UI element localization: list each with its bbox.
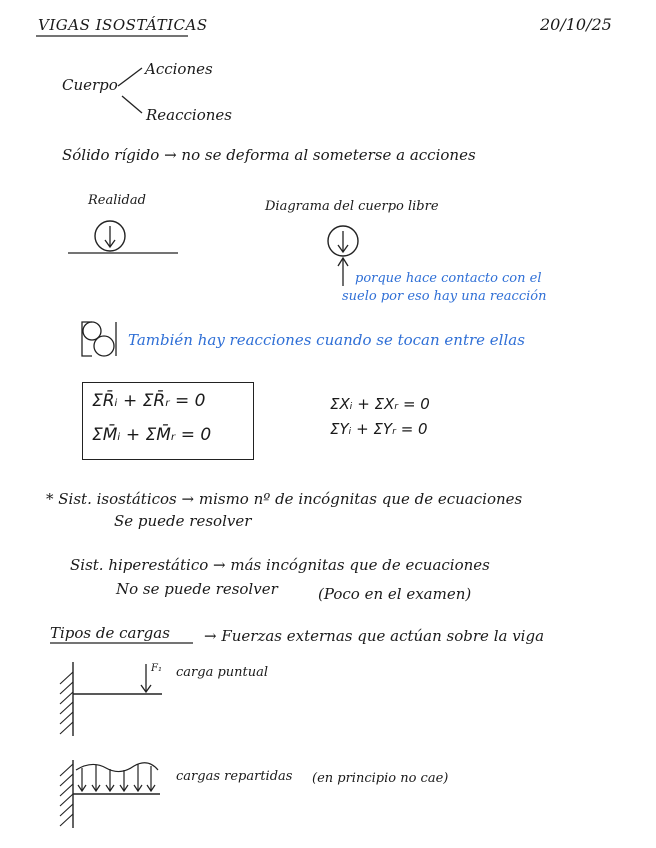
branch-bottom-label: Reacciones	[146, 106, 232, 124]
isostatic-line1: * Sist. isostáticos → mismo nº de incógnitas que de ecuaciones	[46, 490, 523, 508]
point-load-sketch	[60, 662, 162, 736]
equation-x: ΣXᵢ + ΣXᵣ = 0	[330, 395, 430, 413]
branch-bottom-line	[122, 96, 142, 113]
contact-note-line2: suelo por eso hay una reacción	[342, 289, 547, 304]
distributed-load-sketch	[60, 760, 160, 828]
reality-sketch	[68, 221, 178, 253]
loads-heading: Tipos de cargas	[50, 624, 170, 642]
reality-label: Realidad	[88, 193, 146, 208]
force-label: F₁	[151, 663, 162, 674]
point-load-label: carga puntual	[176, 665, 269, 680]
free-body-sketch	[328, 226, 358, 286]
solid-definition: Sólido rígido → no se deforma al someterse a acciones	[62, 146, 476, 164]
equation-moments: ΣM̄ᵢ + ΣM̄ᵣ = 0	[92, 425, 212, 445]
loads-heading-rest: → Fuerzas externas que actúan sobre la viga	[204, 627, 545, 645]
page-date: 20/10/25	[540, 15, 612, 34]
equation-y: ΣYᵢ + ΣYᵣ = 0	[330, 420, 428, 438]
touching-circles-sketch	[82, 322, 116, 356]
hyperstatic-line2: No se puede resolver	[116, 580, 278, 598]
distributed-load-note: (en principio no cae)	[312, 771, 449, 786]
distributed-load-label: cargas repartidas	[176, 769, 293, 784]
branch-top-line	[118, 68, 142, 86]
page-title: VIGAS ISOSTÁTICAS	[38, 16, 208, 34]
contact-note-line1: porque hace contacto con el	[355, 271, 542, 286]
hyperstatic-note: (Poco en el examen)	[318, 585, 472, 603]
equation-forces: ΣR̄ᵢ + ΣR̄ᵣ = 0	[92, 391, 206, 411]
hyperstatic-line1: Sist. hiperestático → más incógnitas que de ecuaciones	[70, 556, 490, 574]
isostatic-line2: Se puede resolver	[114, 512, 252, 530]
free-body-label: Diagrama del cuerpo libre	[265, 199, 439, 214]
touching-reactions-note: También hay reacciones cuando se tocan entre ellas	[128, 331, 525, 349]
branch-top-label: Acciones	[145, 60, 213, 78]
body-root-label: Cuerpo	[62, 76, 118, 94]
